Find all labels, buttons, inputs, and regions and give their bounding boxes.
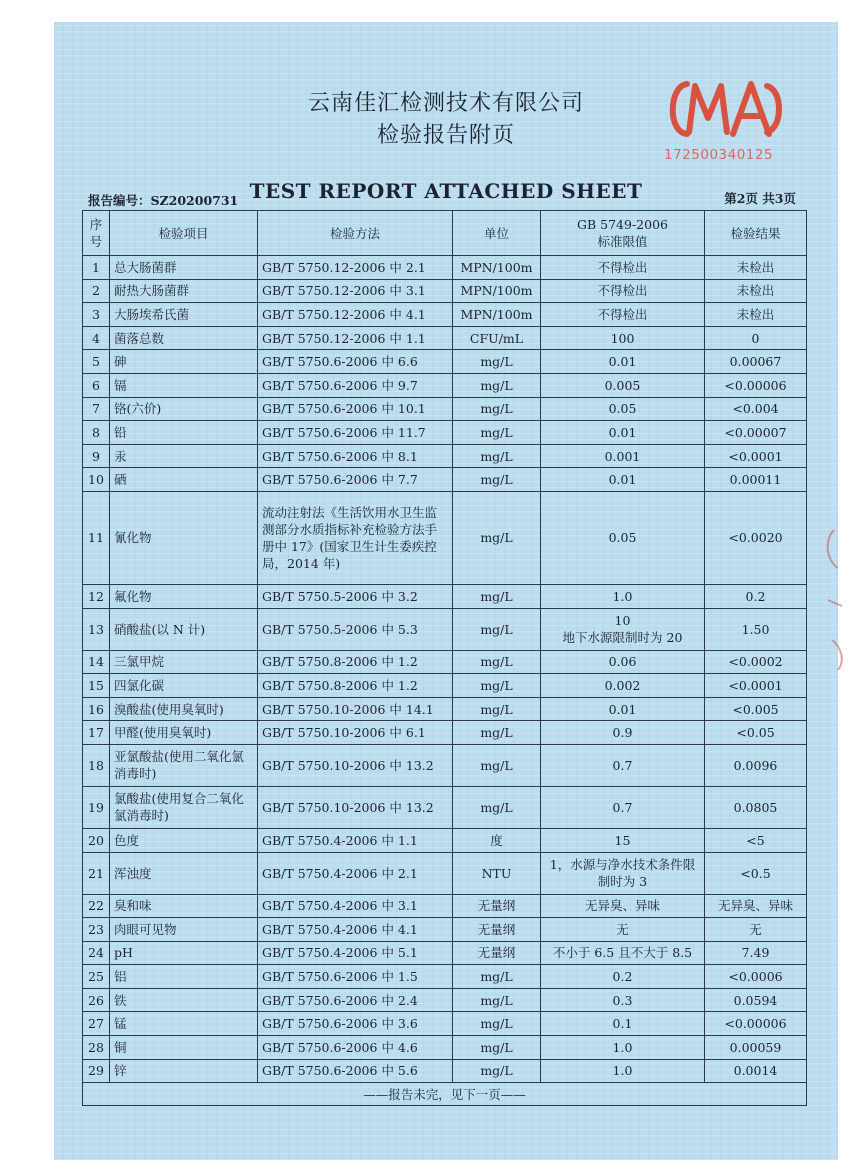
row-method: GB/T 5750.4-2006 中 2.1: [258, 852, 453, 894]
row-index: 22: [83, 894, 110, 918]
row-index: 12: [83, 584, 110, 608]
table-row: [83, 444, 807, 468]
table-row: [83, 918, 807, 942]
row-limit: 0.1: [541, 1012, 705, 1036]
row-item: 甲醛(使用臭氧时): [110, 721, 258, 745]
row-index: 4: [83, 326, 110, 350]
row-limit: 不小于 6.5 且不大于 8.5: [541, 941, 705, 965]
row-unit: NTU: [453, 852, 541, 894]
row-result: 0.0805: [705, 786, 807, 828]
table-row: [83, 744, 807, 786]
row-limit: 1.0: [541, 584, 705, 608]
row-index: 10: [83, 468, 110, 492]
table-row: [83, 697, 807, 721]
row-unit: mg/L: [453, 697, 541, 721]
row-item: 铝: [110, 965, 258, 989]
table-row: [83, 650, 807, 674]
row-unit: mg/L: [453, 1036, 541, 1060]
row-result: <0.0002: [705, 650, 807, 674]
row-result: <0.005: [705, 697, 807, 721]
row-unit: MPN/100m: [453, 279, 541, 303]
row-method: GB/T 5750.5-2006 中 3.2: [258, 584, 453, 608]
row-item: 氟化物: [110, 584, 258, 608]
table-row: [83, 491, 807, 584]
row-index: 8: [83, 421, 110, 445]
row-method: GB/T 5750.10-2006 中 14.1: [258, 697, 453, 721]
table-row: [83, 941, 807, 965]
row-index: 15: [83, 674, 110, 698]
row-result: 0.0014: [705, 1059, 807, 1083]
row-item: 铜: [110, 1036, 258, 1060]
row-item: 锰: [110, 1012, 258, 1036]
row-unit: MPN/100m: [453, 256, 541, 280]
row-item: 色度: [110, 828, 258, 852]
row-limit: 无: [541, 918, 705, 942]
row-method: GB/T 5750.10-2006 中 13.2: [258, 744, 453, 786]
row-method: GB/T 5750.6-2006 中 1.5: [258, 965, 453, 989]
row-unit: mg/L: [453, 444, 541, 468]
row-item: 三氯甲烷: [110, 650, 258, 674]
row-limit: 0.06: [541, 650, 705, 674]
row-item: 镉: [110, 373, 258, 397]
row-limit: 不得检出: [541, 279, 705, 303]
row-item: 氰化物: [110, 491, 258, 584]
row-unit: 无量纲: [453, 941, 541, 965]
row-unit: mg/L: [453, 350, 541, 374]
col-header-limit: GB 5749-2006 标准限值: [541, 211, 705, 256]
row-limit: 15: [541, 828, 705, 852]
row-method: GB/T 5750.6-2006 中 8.1: [258, 444, 453, 468]
row-limit: 0.3: [541, 988, 705, 1012]
row-method: GB/T 5750.12-2006 中 2.1: [258, 256, 453, 280]
table-row: [83, 326, 807, 350]
row-method: GB/T 5750.4-2006 中 5.1: [258, 941, 453, 965]
row-unit: 无量纲: [453, 894, 541, 918]
row-limit: 无异臭、异味: [541, 894, 705, 918]
row-limit: 0.7: [541, 744, 705, 786]
row-index: 27: [83, 1012, 110, 1036]
row-method: GB/T 5750.6-2006 中 3.6: [258, 1012, 453, 1036]
table-row: [83, 828, 807, 852]
row-unit: mg/L: [453, 744, 541, 786]
row-index: 18: [83, 744, 110, 786]
row-item: 四氯化碳: [110, 674, 258, 698]
row-index: 23: [83, 918, 110, 942]
table-row: [83, 350, 807, 374]
row-result: 0.2: [705, 584, 807, 608]
table-row: [83, 256, 807, 280]
table-row: [83, 674, 807, 698]
row-index: 17: [83, 721, 110, 745]
row-result: <0.00006: [705, 1012, 807, 1036]
row-limit: 1.0: [541, 1036, 705, 1060]
row-result: 0.0594: [705, 988, 807, 1012]
table-header-row: [83, 211, 807, 256]
row-unit: mg/L: [453, 721, 541, 745]
row-item: 耐热大肠菌群: [110, 279, 258, 303]
row-limit: 不得检出: [541, 303, 705, 327]
row-index: 16: [83, 697, 110, 721]
row-unit: mg/L: [453, 397, 541, 421]
row-unit: mg/L: [453, 965, 541, 989]
row-result: <0.00006: [705, 373, 807, 397]
row-index: 1: [83, 256, 110, 280]
table-row: [83, 965, 807, 989]
row-item: 溴酸盐(使用臭氧时): [110, 697, 258, 721]
table-row: [83, 421, 807, 445]
row-limit: 0.001: [541, 444, 705, 468]
row-result: <0.00007: [705, 421, 807, 445]
row-result: 未检出: [705, 303, 807, 327]
row-method: GB/T 5750.6-2006 中 5.6: [258, 1059, 453, 1083]
row-unit: mg/L: [453, 468, 541, 492]
table-footer-row: [83, 1083, 807, 1106]
row-unit: MPN/100m: [453, 303, 541, 327]
row-item: 砷: [110, 350, 258, 374]
row-unit: mg/L: [453, 650, 541, 674]
row-limit-line2: 地下水源限制时为 20: [562, 630, 683, 646]
table-row: [83, 1059, 807, 1083]
row-result: 1.50: [705, 608, 807, 650]
row-limit: 0.01: [541, 350, 705, 374]
row-method: GB/T 5750.4-2006 中 3.1: [258, 894, 453, 918]
row-result: <0.0020: [705, 491, 807, 584]
row-method: 流动注射法《生活饮用水卫生监测部分水质指标补充检验方法手册中 17》(国家卫生计生委疾控局，2014 年): [258, 491, 453, 584]
row-unit: mg/L: [453, 988, 541, 1012]
row-limit: 0.7: [541, 786, 705, 828]
table-row: [83, 468, 807, 492]
table-row: [83, 894, 807, 918]
row-index: 13: [83, 608, 110, 650]
row-item: 锌: [110, 1059, 258, 1083]
row-method: GB/T 5750.8-2006 中 1.2: [258, 674, 453, 698]
row-item: 铬(六价): [110, 397, 258, 421]
row-item: 铁: [110, 988, 258, 1012]
table-row: [83, 397, 807, 421]
row-item: 亚氯酸盐(使用二氧化氯消毒时): [110, 744, 258, 786]
row-method: GB/T 5750.6-2006 中 7.7: [258, 468, 453, 492]
row-unit: mg/L: [453, 674, 541, 698]
table-row: [83, 584, 807, 608]
row-item: 臭和味: [110, 894, 258, 918]
table-row: [83, 373, 807, 397]
row-result: <0.5: [705, 852, 807, 894]
row-unit: mg/L: [453, 1012, 541, 1036]
row-item: 硝酸盐(以 N 计): [110, 608, 258, 650]
row-result: <5: [705, 828, 807, 852]
table-row: [83, 852, 807, 894]
row-item: 汞: [110, 444, 258, 468]
row-method: GB/T 5750.8-2006 中 1.2: [258, 650, 453, 674]
row-limit: 0.002: [541, 674, 705, 698]
row-limit: 100: [541, 326, 705, 350]
row-method: GB/T 5750.12-2006 中 4.1: [258, 303, 453, 327]
row-item: 大肠埃希氏菌: [110, 303, 258, 327]
row-index: 20: [83, 828, 110, 852]
row-index: 6: [83, 373, 110, 397]
row-unit: mg/L: [453, 373, 541, 397]
row-result: 0.00011: [705, 468, 807, 492]
row-index: 19: [83, 786, 110, 828]
table-row: [83, 988, 807, 1012]
row-limit: 1.0: [541, 1059, 705, 1083]
table-row: [83, 303, 807, 327]
row-limit: 0.05: [541, 491, 705, 584]
company-name: 云南佳汇检测技术有限公司: [307, 91, 584, 116]
row-index: 9: [83, 444, 110, 468]
row-method: GB/T 5750.6-2006 中 6.6: [258, 350, 453, 374]
row-unit: mg/L: [453, 421, 541, 445]
row-method: GB/T 5750.6-2006 中 4.6: [258, 1036, 453, 1060]
page-info: 第2页 共3页: [724, 191, 796, 206]
row-result: 无: [705, 918, 807, 942]
results-table: [82, 210, 807, 1106]
row-method: GB/T 5750.4-2006 中 4.1: [258, 918, 453, 942]
row-result: 0.00067: [705, 350, 807, 374]
row-limit: 1，水源与净水技术条件限制时为 3: [541, 852, 705, 894]
row-index: 28: [83, 1036, 110, 1060]
col-header-item: 检验项目: [110, 211, 258, 256]
row-index: 25: [83, 965, 110, 989]
row-index: 21: [83, 852, 110, 894]
row-limit: [541, 608, 705, 650]
row-unit: mg/L: [453, 608, 541, 650]
row-method: GB/T 5750.6-2006 中 10.1: [258, 397, 453, 421]
row-method: GB/T 5750.4-2006 中 1.1: [258, 828, 453, 852]
row-index: 26: [83, 988, 110, 1012]
row-item: 硒: [110, 468, 258, 492]
table-row: [83, 608, 807, 650]
cma-logo: [663, 78, 788, 140]
row-index: 7: [83, 397, 110, 421]
col-header-result: 检验结果: [705, 211, 807, 256]
continuation-note: ——报告未完，见下一页——: [83, 1083, 807, 1106]
cma-number: 172500340125: [664, 147, 774, 163]
row-unit: mg/L: [453, 1059, 541, 1083]
row-limit: 0.01: [541, 697, 705, 721]
row-item: pH: [110, 941, 258, 965]
row-method: GB/T 5750.6-2006 中 11.7: [258, 421, 453, 445]
report-number: 报告编号：SZ20200731: [88, 193, 239, 208]
row-unit: 度: [453, 828, 541, 852]
row-item: 氯酸盐(使用复合二氧化氯消毒时): [110, 786, 258, 828]
row-result: 7.49: [705, 941, 807, 965]
row-method: GB/T 5750.12-2006 中 1.1: [258, 326, 453, 350]
row-item: 总大肠菌群: [110, 256, 258, 280]
row-unit: mg/L: [453, 491, 541, 584]
row-unit: CFU/mL: [453, 326, 541, 350]
row-limit: 0.01: [541, 468, 705, 492]
row-result: 无异臭、异味: [705, 894, 807, 918]
row-item: 铅: [110, 421, 258, 445]
col-header-method: 检验方法: [258, 211, 453, 256]
row-result: 未检出: [705, 279, 807, 303]
row-result: <0.0006: [705, 965, 807, 989]
row-result: <0.05: [705, 721, 807, 745]
row-limit: 0.05: [541, 397, 705, 421]
row-limit: 0.01: [541, 421, 705, 445]
row-method: GB/T 5750.5-2006 中 5.3: [258, 608, 453, 650]
row-method: GB/T 5750.6-2006 中 2.4: [258, 988, 453, 1012]
row-result: 0.00059: [705, 1036, 807, 1060]
table-row: [83, 1012, 807, 1036]
row-method: GB/T 5750.6-2006 中 9.7: [258, 373, 453, 397]
row-method: GB/T 5750.10-2006 中 13.2: [258, 786, 453, 828]
row-limit: 不得检出: [541, 256, 705, 280]
row-item: 菌落总数: [110, 326, 258, 350]
row-index: 24: [83, 941, 110, 965]
row-index: 29: [83, 1059, 110, 1083]
row-limit: 0.2: [541, 965, 705, 989]
row-unit: mg/L: [453, 786, 541, 828]
row-limit-line1: 10: [614, 613, 631, 629]
col-header-unit: 单位: [453, 211, 541, 256]
row-result: 0.0096: [705, 744, 807, 786]
row-item: 浑浊度: [110, 852, 258, 894]
row-limit: 0.9: [541, 721, 705, 745]
row-method: GB/T 5750.10-2006 中 6.1: [258, 721, 453, 745]
row-index: 14: [83, 650, 110, 674]
row-index: 3: [83, 303, 110, 327]
table-row: [83, 721, 807, 745]
row-result: <0.0001: [705, 674, 807, 698]
row-index: 2: [83, 279, 110, 303]
row-item: 肉眼可见物: [110, 918, 258, 942]
table-row: [83, 1036, 807, 1060]
row-result: <0.004: [705, 397, 807, 421]
row-unit: mg/L: [453, 584, 541, 608]
row-result: 0: [705, 326, 807, 350]
row-result: 未检出: [705, 256, 807, 280]
row-method: GB/T 5750.12-2006 中 3.1: [258, 279, 453, 303]
report-title-cn: 检验报告附页: [376, 123, 515, 148]
row-index: 5: [83, 350, 110, 374]
row-result: <0.0001: [705, 444, 807, 468]
table-row: [83, 279, 807, 303]
row-unit: 无量纲: [453, 918, 541, 942]
row-index: 11: [83, 491, 110, 584]
row-limit: 0.005: [541, 373, 705, 397]
col-header-index: 序 号: [83, 211, 110, 256]
table-row: [83, 786, 807, 828]
seal-edge-mark: [820, 520, 850, 680]
report-title-en: TEST REPORT ATTACHED SHEET: [249, 179, 643, 203]
